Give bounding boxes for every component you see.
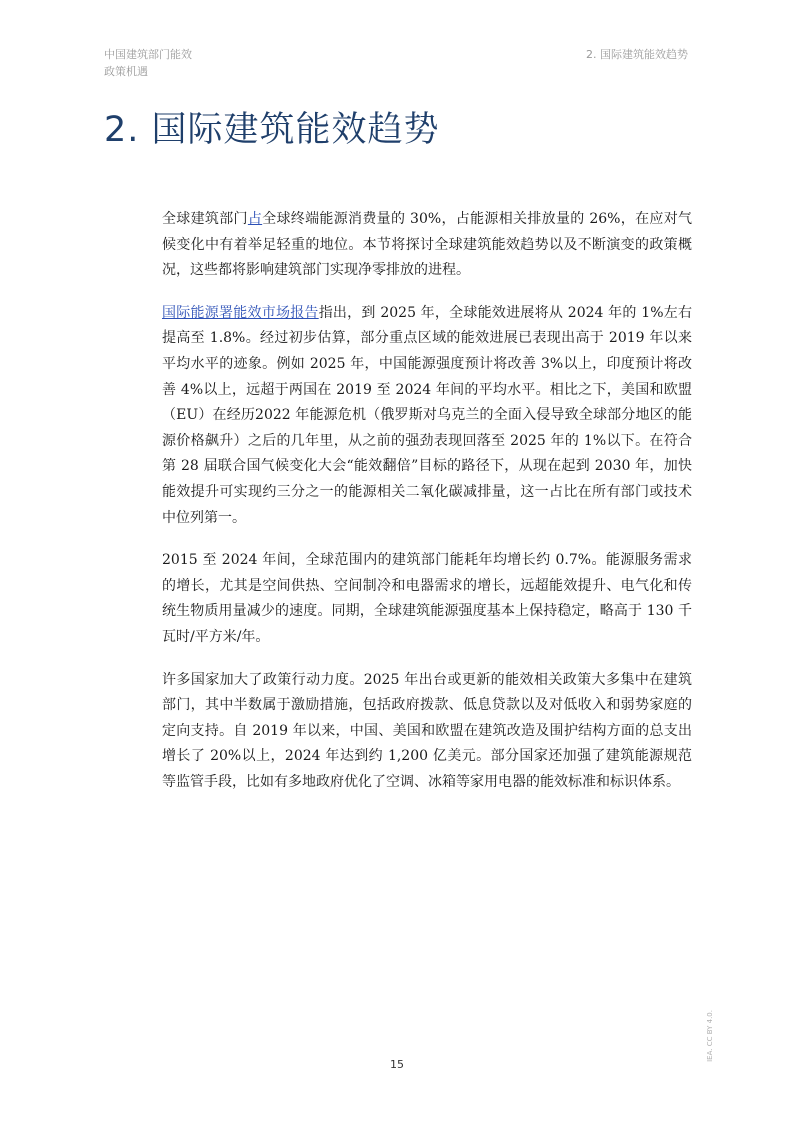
running-header-section: 2. 国际建筑能效趋势 <box>586 48 688 61</box>
license-watermark: IEA. CC BY 4.0. <box>706 1010 714 1062</box>
paragraph-2-rest: 指出，到 2025 年，全球能效进展将从 2024 年的 1%左右提高至 1.8%。经过初步估算，部分重点区域的能效进展已表现出高于 2019 年以来平均水平的迹象。例如 2025 年，中国能源强度预计将改善 3%以上，印度预计将改善 4%以上，远超于两国在 2019 至 2024 年间的平均水平。相比之下，美国和欧盟（EU）在经历2022 年能源危机（俄罗斯对乌克兰的全面入侵导致全球部分地区的能源价格飙升）之后的几年里，从之前的强劲表现回落至 2025 年的 1%以下。在符合第 28 届联合国气候变化大会“能效翻倍”目标的路径下，从现在起到 2030 年，加快能效提升可实现约三分之一的能源相关二氧化碳减排量，这一占比在所有部门或技术中位列第一。 <box>162 304 693 526</box>
paragraph-1-rest: 全球终端能源消费量的 30%，占能源相关排放量的 26%，在应对气候变化中有着举足轻重的地位。本节将探讨全球建筑能效趋势以及不断演变的政策概况，这些都将影响建筑部门实现净零排放的进程。 <box>162 211 693 279</box>
paragraph-1-link[interactable]: 占 <box>247 211 263 227</box>
paragraph-2 <box>162 301 692 531</box>
paragraph-1 <box>162 207 692 284</box>
efficiency-report-link[interactable]: 国际能源署能效市场报告 <box>162 304 319 321</box>
report-title-line1: 中国建筑部门能效 <box>104 48 192 61</box>
paragraph-3: 2015 至 2024 年间，全球范围内的建筑部门能耗年均增长约 0.7%。能源服务需求的增长，尤其是空间供热、空间制冷和电器需求的增长，远超能效提升、电气化和传统生物质用量减少的速度。同期，全球建筑能源强度基本上保持稳定，略高于 130 千瓦时/平方米/年。 <box>162 552 692 645</box>
page-number: 15 <box>390 1058 404 1071</box>
paragraph-4: 许多国家加大了政策行动力度。2025 年出台或更新的能效相关政策大多集中在建筑部门，其中半数属于激励措施，包括政府拨款、低息贷款以及对低收入和弱势家庭的定向支持。自 2019 年以来，中国、美国和欧盟在建筑改造及围护结构方面的总支出增长了 20%以上，2024 年达到约 1,200 亿美元。部分国家还加强了建筑能源规范等监管手段，比如有多地政府优化了空调、冰箱等家用电器的能效标准和标识体系。 <box>162 671 692 790</box>
chapter-title: 2. 国际建筑能效趋势 <box>104 110 440 150</box>
running-header-left <box>104 46 192 80</box>
paragraph-1-lead: 全球建筑部门 <box>162 211 248 227</box>
report-title-line2: 政策机遇 <box>104 65 148 78</box>
body-text <box>162 207 692 812</box>
